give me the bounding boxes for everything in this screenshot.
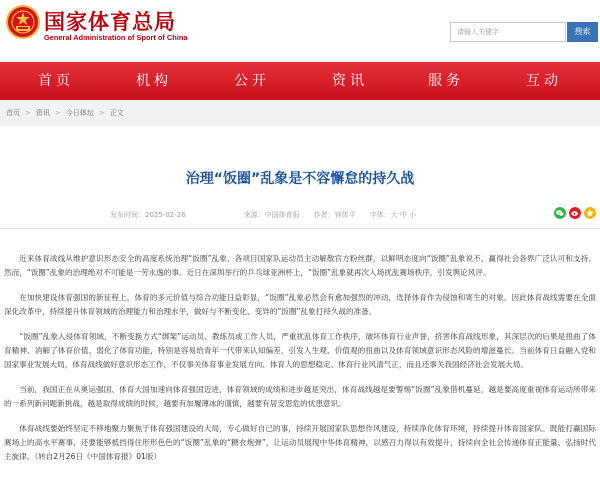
breadcrumb-current: 正文 — [109, 109, 124, 117]
article-body — [4, 252, 596, 464]
site-title[interactable]: 国家体育总局 — [44, 10, 176, 34]
nav-item-interaction[interactable]: 互动 — [526, 73, 562, 89]
article-source: 来源：中国体育报 — [243, 211, 300, 219]
search-input[interactable]: 请输入关键字 — [450, 22, 566, 42]
article-meta — [110, 210, 430, 220]
breadcrumb-separator: > — [54, 109, 61, 117]
breadcrumb-separator: > — [98, 109, 105, 117]
article-paragraph: 近来体育战线从维护意识形态安全的高度系统治理“饭圈”乱象，各项目国家队运动员主动解散官方粉丝群，以鲜明态度向“饭圈”乱象说不，赢得社会各界广泛认可和支持。然而，“饭圈”乱象的治理绝对不可能是一劳永逸的事。近日在深圳举行的乒乓球亚洲杯上，“饭圈”乱象就再次入场扰乱赛场秩序，引发舆论风评。 — [4, 254, 596, 278]
share-bar — [554, 207, 598, 221]
site-header — [0, 0, 600, 62]
nav-item-institutions[interactable]: 机构 — [136, 73, 172, 89]
article-paragraph: 在加快建设体育强国的新征程上，体育的多元价值与综合功能日益彰显，“饭圈”乱象必然会有愈加强烈的冲动，选择体育作为侵蚀和寄生的对象。因此体育战线需要在全面深化改革中，持续提升体育领域的治理能力和治理水平，做好与不断变化、变异的“饭圈”乱象打持久战的准备。 — [4, 292, 596, 317]
nav-item-services[interactable]: 服务 — [428, 73, 464, 89]
article-author: 作者：钟体平 — [313, 211, 356, 219]
publish-time: 发布时间：2025-02-26 — [110, 211, 186, 219]
article-paragraph: 当前，我国正在从奥运强国、体育大国加速向体育强国迈进，体育领域的成绩和进步越是突出，体育战线越是要警惕“饭圈”乱象借机蔓延，越是要高度重视体育运动所带来的一系列新问题新挑战，越是取得成绩的时候，越要有加履薄冰的谨慎，越要有居安思危的忧患意识。 — [4, 384, 596, 409]
article-paragraph: 体育战线要始终坚定不移地聚力聚焦于体育强国建设的大局，专心做好自己的事，持续开展国家队思想作风建设，持续净化体育环境，持续提升体育国家队。既能打赢国际赛场上的高水平赛事，还要能够抵挡得住形形色色的“饭圈”乱象的“糖衣炮弹”，让运动员展现中华体育精神，以感召力得以有效提升，持续向全社会传递体育正能量、弘扬时代主旋律。（转自2月26日《中国体育报》01版） — [4, 423, 596, 462]
weibo-icon[interactable] — [569, 207, 581, 219]
font-size-selector[interactable]: 字体：大 中 小 — [369, 211, 417, 219]
article-paragraph: “饭圈”乱象入侵体育领域，不断变换方式“绑架”运动员、教练员或工作人员，严重扰乱体育工作秩序，破坏体育行业声誉，挤害体育战线形象，其深层次的后果是扭曲了体育精神、消解了体育价值、弱化了体育功能，特别是容易给青年一代带来认知偏差，引发人生观、价值观的扭曲以及体育领域意识形态风险的增滋蔓长。当前体育日益融入党和国家事业发展大局，体育战线做好意识形态工作，不仅事关体育事业发展方向、体育人的思想稳定、体育行业风清气正，而且还事关我国经济社会发展大局。 — [4, 331, 596, 370]
wechat-icon[interactable] — [554, 207, 566, 219]
nav-item-news[interactable]: 资讯 — [332, 73, 368, 89]
article-title: 治理“饭圈”乱象是不容懈怠的持久战 — [185, 171, 415, 187]
site-subtitle: General Administration of Sport of China — [44, 33, 188, 42]
main-nav — [0, 62, 600, 100]
breadcrumb-news[interactable]: 资讯 — [35, 109, 50, 117]
nav-item-public[interactable]: 公开 — [234, 73, 270, 89]
qzone-icon[interactable] — [584, 207, 596, 219]
breadcrumb-sports-today[interactable]: 今日体坛 — [65, 109, 94, 117]
meta-divider — [0, 228, 600, 229]
breadcrumb-home[interactable]: 首页 — [6, 109, 20, 117]
breadcrumb-separator: > — [25, 109, 31, 117]
search-button[interactable]: 搜索 — [567, 22, 598, 42]
breadcrumb — [0, 100, 600, 126]
national-emblem-icon[interactable] — [6, 5, 40, 39]
nav-item-home[interactable]: 首页 — [38, 73, 74, 89]
